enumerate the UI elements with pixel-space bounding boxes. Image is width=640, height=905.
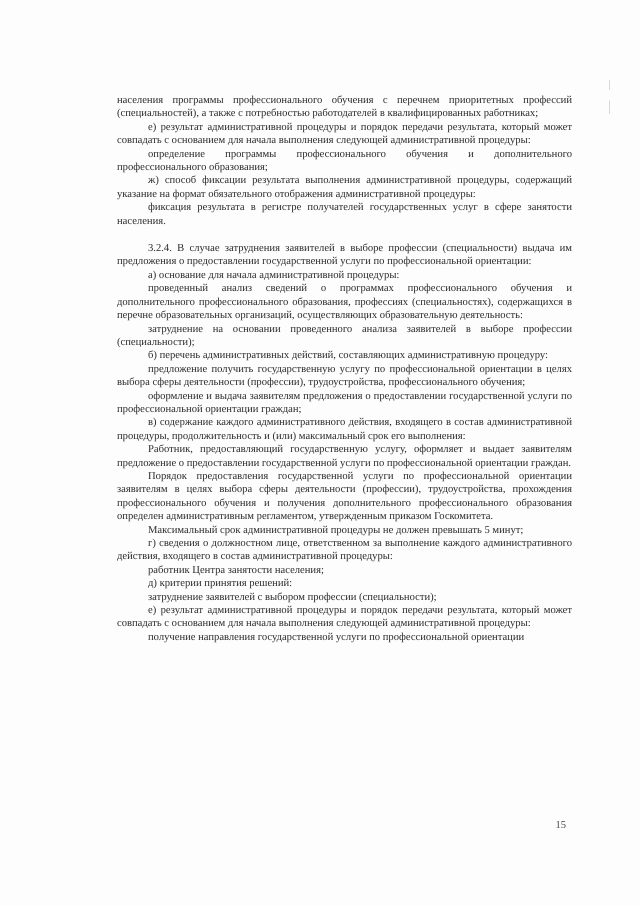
paragraph: Работник, предоставляющий государственную услугу, оформляет и выдает заявителям предложение о предоставлении государственной услуги по профессиональной ориентации граждан.: [117, 444, 572, 469]
paragraph: получение направления государственной услуги по профессиональной ориентации: [148, 631, 525, 643]
paragraph: е) результат административной процедуры и порядок передачи результата, который может совпадать с основанием для начала выполнения следующей административной процедуры:: [117, 605, 572, 630]
paragraph: е) результат административной процедуры и порядок передачи результата, который может совпадать с основанием для начала выполнения следующей административной процедуры:: [117, 121, 572, 147]
body-text: [117, 94, 572, 644]
paragraph: затруднение заявителей с выбором профессии (специальности);: [148, 591, 437, 603]
paragraph: ж) способ фиксации результата выполнения административной процедуры, содержащий указание на формат обязательного отображения административной процедуры:: [117, 175, 572, 200]
paragraph: д) критерии принятия решений:: [148, 578, 293, 590]
scan-artifact: [609, 80, 610, 114]
paragraph: определение программы профессионального обучения и дополнительного профессионального образования;: [117, 148, 572, 174]
paragraph: г) сведения о должностном лице, ответственном за выполнение каждого административного действия, входящего в состав административной процедуры:: [117, 538, 572, 563]
section-heading-paragraph: 3.2.4. В случае затруднения заявителей в выборе профессии (специальности) выдача им предложения о предоставлении государственной услуги по профессиональной ориентации:: [117, 243, 572, 268]
paragraph: проведенный анализ сведений о программах профессионального обучения и дополнительного профессионального образования, профессиях (специальностях), содержащихся в перечне образовательных организаций, осуществляющих образовательную деятельность:: [117, 283, 572, 322]
paragraph: предложение получить государственную услугу по профессиональной ориентации в целях выбора сферы деятельности (профессии), трудоустройства, профессионального обучения;: [117, 363, 572, 389]
paragraph: Максимальный срок административной процедуры не должен превышать 5 минут;: [148, 524, 524, 536]
paragraph: фиксация результата в регистре получателей государственных услуг в сфере занятости населения.: [117, 202, 572, 227]
paragraph: работник Центра занятости населения;: [148, 564, 324, 576]
page-number: 15: [555, 820, 566, 831]
paragraph: в) содержание каждого административного действия, входящего в состав административной процедуры, продолжительность и (или) максимальный срок его выполнения:: [117, 417, 572, 442]
paragraph: б) перечень административных действий, составляющих административную процедуру:: [148, 350, 548, 362]
paragraph: населения программы профессионального обучения с перечнем приоритетных профессий (специальностей), а также с потребностью работодателей в квалифицированных работниках;: [117, 95, 572, 120]
paragraph: Порядок предоставления государственной услуги по профессиональной ориентации заявителям в целях выбора сферы деятельности (профессии), трудоустройства, прохождения профессионального обучения и получения дополнительного профессионального образования определен административным регламентом, утвержденным приказом Госкомитета.: [117, 470, 572, 523]
paragraph-gap: [117, 228, 572, 242]
paragraph: затруднение на основании проведенного анализа заявителей в выборе профессии (специальности);: [117, 323, 572, 348]
paragraph: оформление и выдача заявителям предложения о предоставлении государственной услуги по профессиональной ориентации граждан;: [117, 390, 572, 415]
paragraph: а) основание для начала административной процедуры:: [148, 269, 400, 281]
